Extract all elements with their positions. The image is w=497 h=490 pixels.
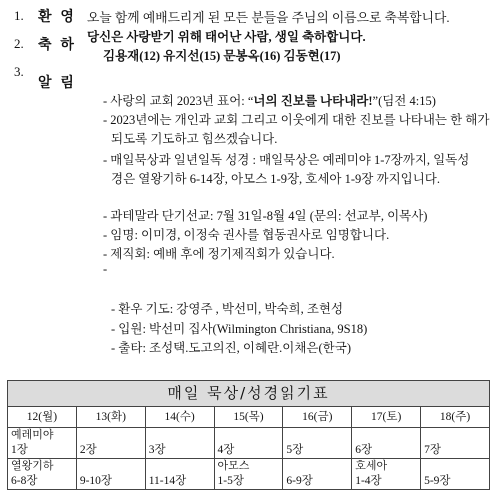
meditation-cell bbox=[145, 428, 214, 459]
chapter: 1-4장 bbox=[355, 475, 382, 487]
chapter: 1장 bbox=[11, 444, 28, 456]
chapter: 9-10장 bbox=[79, 475, 113, 487]
section-heading-notices: 알 림 bbox=[38, 75, 76, 91]
hospital-notice: - 입원: 박선미 집사(Wilmington Christiana, 9S18) bbox=[111, 322, 368, 336]
empty-notice: - bbox=[103, 262, 108, 276]
chapter: 4장 bbox=[217, 444, 235, 456]
chapter: 6-9장 bbox=[286, 475, 313, 487]
section-number-3: 3. bbox=[14, 64, 24, 79]
chapter: 6장 bbox=[355, 444, 373, 456]
travel-notice: - 출타: 조성택.도고의진, 이혜란.이채은(한국) bbox=[111, 341, 351, 355]
reading-table-title: 매일 묵상/성경읽기표 bbox=[8, 381, 490, 407]
book-name: 아모스 bbox=[217, 460, 250, 472]
book-name: 예레미야 bbox=[11, 429, 54, 441]
meditation-cell bbox=[76, 428, 145, 459]
bible-reading-cell bbox=[76, 459, 145, 490]
meditation-cell bbox=[283, 428, 352, 459]
section-number-1: 1. bbox=[14, 8, 24, 23]
day-header: 17(토) bbox=[352, 407, 421, 428]
bible-reading-cell bbox=[421, 459, 490, 490]
appointment-notice: - 임명: 이미경, 이정숙 권사를 협동권사로 임명합니다. bbox=[103, 228, 390, 242]
section-heading-congrats: 축 하 bbox=[38, 37, 76, 53]
progress-notice-line2: 되도록 기도하고 힘쓰겠습니다. bbox=[111, 132, 278, 146]
chapter: 11-14장 bbox=[148, 475, 187, 487]
birthday-names: 김용재(12) 유지선(15) 문봉옥(16) 김동현(17) bbox=[103, 49, 341, 63]
meditation-cell bbox=[214, 428, 283, 459]
reading-notice-line2: 경은 열왕기하 6-14장, 아모스 1-9장, 호세아 1-9장 까지입니다. bbox=[111, 172, 440, 186]
prayer-request: - 환우 기도: 강영주 , 박선미, 박숙희, 조현성 bbox=[111, 302, 344, 316]
day-header: 14(수) bbox=[145, 407, 214, 428]
chapter: 5-9장 bbox=[424, 475, 451, 487]
chapter: 1-5장 bbox=[217, 475, 244, 487]
section-heading-welcome: 환 영 bbox=[38, 9, 76, 25]
day-header: 15(목) bbox=[214, 407, 283, 428]
mission-notice: - 과테말라 단기선교: 7월 31일-8월 4일 (문의: 선교부, 이목사) bbox=[103, 209, 428, 223]
bible-reading-cell bbox=[283, 459, 352, 490]
meditation-cell bbox=[421, 428, 490, 459]
meditation-cell bbox=[352, 428, 421, 459]
bible-reading-cell bbox=[352, 459, 421, 490]
section-number-2: 2. bbox=[14, 36, 24, 51]
day-header: 13(화) bbox=[76, 407, 145, 428]
council-notice: - 제직회: 예배 후에 정기제직회가 있습니다. bbox=[103, 247, 335, 261]
motto-text: 너의 진보를 나타내라! bbox=[253, 94, 373, 108]
bible-reading-cell bbox=[214, 459, 283, 490]
bible-reading-cell bbox=[145, 459, 214, 490]
book-name: 호세아 bbox=[355, 460, 388, 472]
day-header: 12(월) bbox=[8, 407, 77, 428]
motto-line bbox=[103, 91, 436, 109]
chapter: 5장 bbox=[286, 444, 304, 456]
motto-prefix: - 사랑의 교회 2023년 표어: “ bbox=[103, 94, 254, 108]
reading-notice-line1: - 매일묵상과 일년일독 성경 : 매일묵상은 예레미야 1-7장까지, 일독성 bbox=[103, 153, 470, 167]
welcome-text: 오늘 함께 예배드리게 된 모든 분들을 주님의 이름으로 축복합니다. bbox=[87, 11, 450, 25]
day-header: 16(금) bbox=[283, 407, 352, 428]
bible-reading-cell bbox=[8, 459, 77, 490]
motto-suffix: ”(딤전 4:15) bbox=[372, 94, 436, 108]
book-name: 열왕기하 bbox=[11, 460, 54, 472]
birthday-text: 당신은 사랑받기 위해 태어난 사람, 생일 축하합니다. bbox=[87, 30, 366, 44]
chapter: 2장 bbox=[79, 444, 97, 456]
progress-notice-line1: - 2023년에는 개인과 교회 그리고 이웃에게 대한 진보를 나타내는 한 해가 bbox=[103, 113, 490, 127]
chapter: 7장 bbox=[424, 444, 441, 456]
chapter: 3장 bbox=[148, 444, 166, 456]
meditation-cell bbox=[8, 428, 77, 459]
day-header: 18(주) bbox=[421, 407, 490, 428]
chapter: 6-8장 bbox=[11, 475, 38, 487]
reading-schedule-table bbox=[7, 380, 490, 485]
